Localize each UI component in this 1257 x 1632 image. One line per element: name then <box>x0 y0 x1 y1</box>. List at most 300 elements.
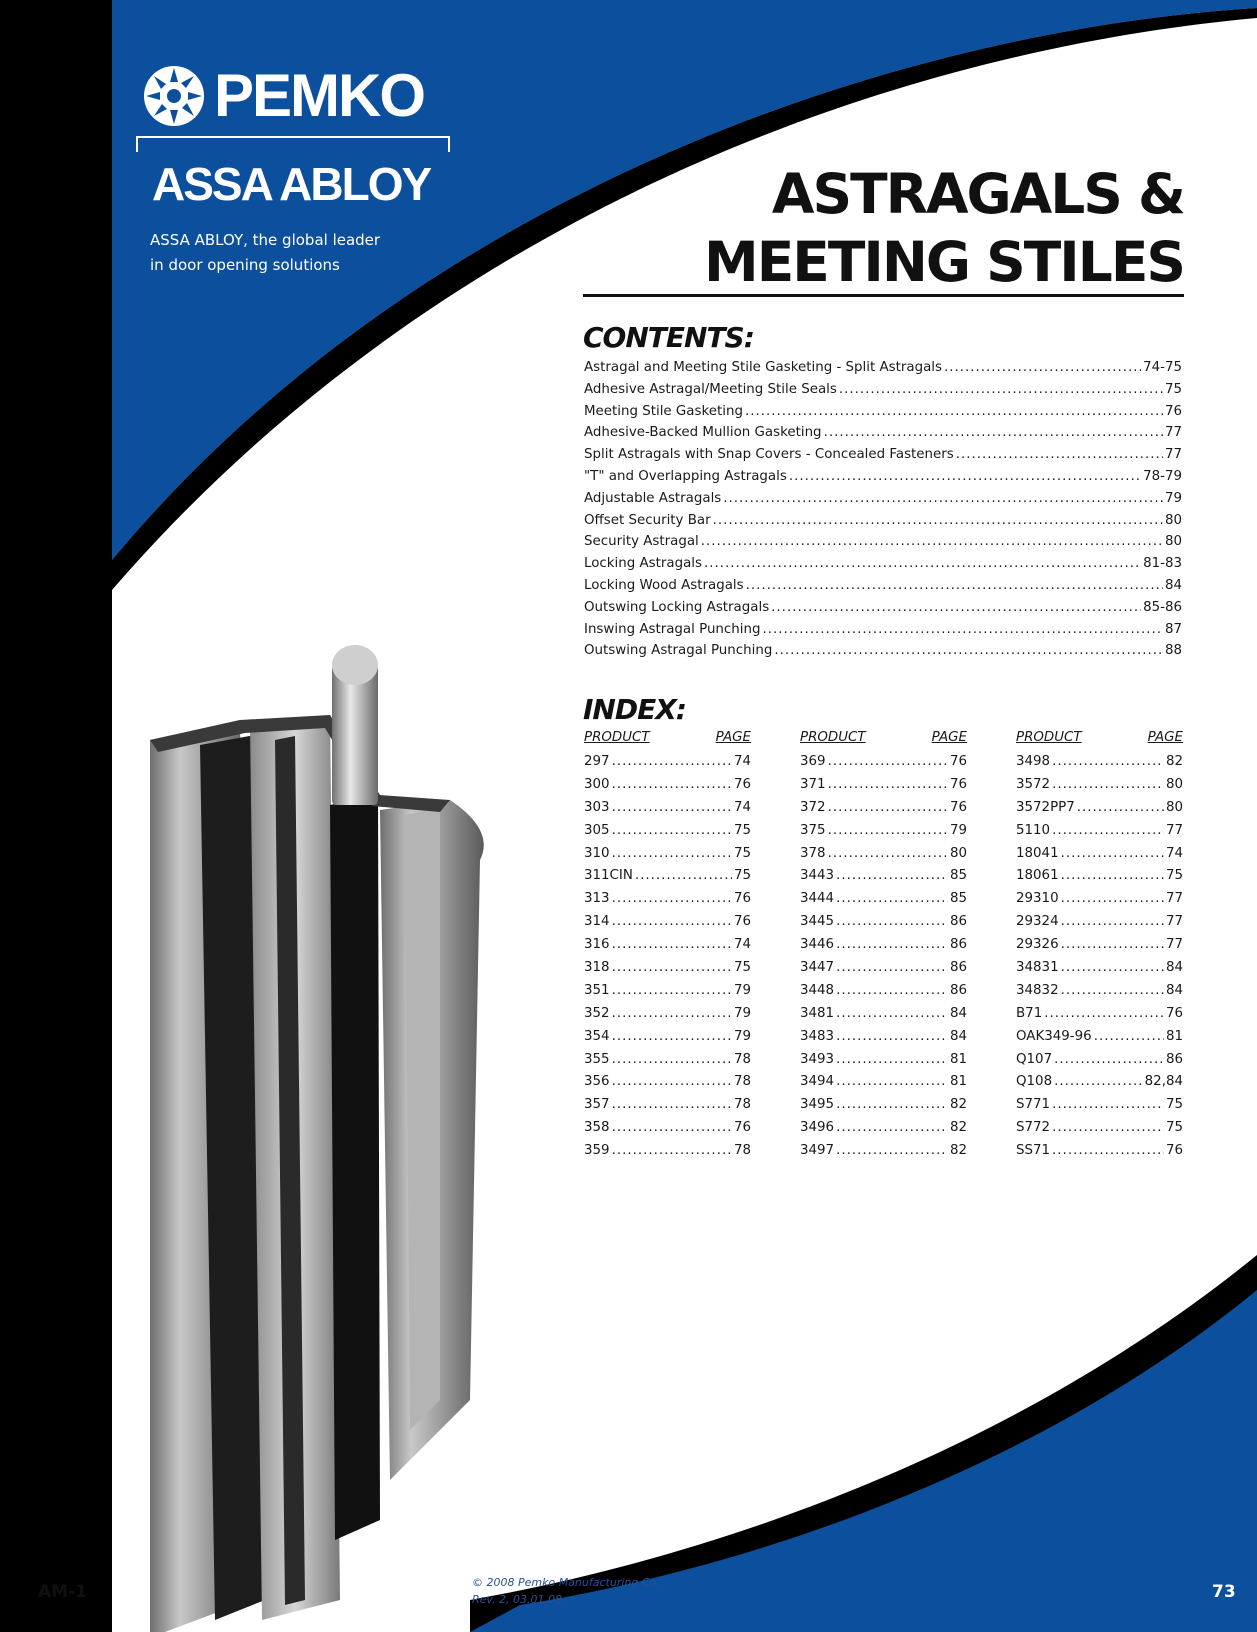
index-product: 18041 <box>1016 845 1059 861</box>
index-product: 3496 <box>800 1120 835 1136</box>
index-row <box>800 823 967 846</box>
dot-leader <box>612 1120 732 1135</box>
dot-leader <box>612 983 732 998</box>
dot-leader <box>828 823 948 838</box>
dot-leader <box>1052 823 1164 838</box>
index-page: 76 <box>1165 1005 1183 1021</box>
index-product: 5110 <box>1016 822 1051 838</box>
index-page: 84 <box>1165 982 1183 998</box>
contents-item-title: Astragal and Meeting Stile Gasketing - Split Astragals <box>584 360 942 375</box>
index-product: 3572PP7 <box>1016 799 1075 815</box>
index-page: 86 <box>949 982 967 998</box>
index-row <box>800 1097 967 1120</box>
index-page: 76 <box>733 776 751 792</box>
dot-leader <box>746 578 1163 593</box>
dot-leader <box>713 513 1163 528</box>
index-page: 82 <box>949 1097 967 1113</box>
index-row <box>800 1006 967 1029</box>
index-page: 74 <box>733 937 751 953</box>
index-product: 311CIN <box>584 868 633 884</box>
dot-leader <box>836 1143 948 1158</box>
dot-leader <box>1061 937 1164 952</box>
index-page: 79 <box>733 1028 751 1044</box>
dot-leader <box>824 425 1163 440</box>
index-row <box>1016 846 1183 869</box>
index-row <box>800 1029 967 1052</box>
index-column <box>584 730 751 1166</box>
index-row <box>584 891 751 914</box>
dot-leader <box>1061 960 1164 975</box>
dot-leader <box>1094 1029 1164 1044</box>
index-page: 82,84 <box>1144 1074 1183 1090</box>
contents-list <box>584 360 1182 665</box>
index-product: 34831 <box>1016 960 1059 976</box>
dot-leader <box>612 777 732 792</box>
contents-item-page: 80 <box>1164 512 1182 528</box>
index-row <box>1016 777 1183 800</box>
contents-item-page: 88 <box>1164 643 1182 659</box>
index-page: 80 <box>1165 776 1183 792</box>
index-product: 3481 <box>800 1005 835 1021</box>
index-page: 75 <box>733 960 751 976</box>
index-product: 303 <box>584 799 610 815</box>
index-page: 76 <box>949 776 967 792</box>
index-page: 76 <box>733 891 751 907</box>
dot-leader <box>836 1097 948 1112</box>
index-page: 75 <box>1165 1120 1183 1136</box>
index-product: 314 <box>584 914 610 930</box>
dot-leader <box>828 754 948 769</box>
index-product: 34832 <box>1016 982 1059 998</box>
contents-item-title: Adhesive Astragal/Meeting Stile Seals <box>584 381 837 397</box>
index-product: 29310 <box>1016 891 1059 907</box>
index-page: 78 <box>733 1051 751 1067</box>
contents-item-title: Adhesive-Backed Mullion Gasketing <box>584 425 822 441</box>
index-row <box>1016 868 1183 891</box>
dot-leader <box>789 469 1141 484</box>
revision-text: Rev. 2, 03.01.08 <box>472 1593 562 1606</box>
index-row <box>584 1006 751 1029</box>
index-row <box>584 983 751 1006</box>
page-title <box>624 160 1184 296</box>
dot-leader <box>836 1052 948 1067</box>
dot-leader <box>1052 777 1164 792</box>
dot-leader <box>828 846 948 861</box>
index-page: 85 <box>949 891 967 907</box>
dot-leader <box>828 800 948 815</box>
index-page: 82 <box>949 1143 967 1159</box>
dot-leader <box>956 447 1163 462</box>
index-product: 3448 <box>800 982 835 998</box>
index-row <box>584 754 751 777</box>
index-page: 76 <box>949 754 967 769</box>
index-page: 75 <box>733 845 751 861</box>
index-product: 310 <box>584 845 610 861</box>
index-page: 79 <box>733 982 751 998</box>
brand-tagline <box>150 228 410 278</box>
dot-leader <box>836 914 948 929</box>
dot-leader <box>612 800 732 815</box>
index-product: 375 <box>800 822 826 838</box>
contents-item-page: 77 <box>1164 447 1182 463</box>
contents-item-page: 80 <box>1164 534 1182 550</box>
contents-item-page: 85-86 <box>1143 599 1182 615</box>
index-product: 354 <box>584 1028 610 1044</box>
contents-item <box>584 425 1182 447</box>
index-row <box>584 1052 751 1075</box>
index-row <box>584 1143 751 1166</box>
index-page: 75 <box>733 822 751 838</box>
contents-item <box>584 643 1182 665</box>
index-page: 86 <box>949 937 967 953</box>
index-row <box>1016 754 1183 777</box>
index-heading: INDEX: <box>583 693 687 726</box>
index-row <box>800 983 967 1006</box>
dot-leader <box>1054 1074 1143 1089</box>
contents-item-title: "T" and Overlapping Astragals <box>584 468 787 484</box>
index-product: 3498 <box>1016 754 1051 769</box>
index-row <box>800 800 967 823</box>
contents-item <box>584 534 1182 556</box>
contents-item-page: 87 <box>1164 621 1182 637</box>
index-page: 85 <box>949 868 967 884</box>
dot-leader <box>745 404 1163 419</box>
contents-item-title: Security Astragal <box>584 534 699 550</box>
index-product: 3495 <box>800 1097 835 1113</box>
dot-leader <box>612 1097 732 1112</box>
contents-item <box>584 491 1182 513</box>
index-row <box>1016 823 1183 846</box>
contents-item-title: Split Astragals with Snap Covers - Concealed Fasteners <box>584 447 954 463</box>
index-product: 378 <box>800 845 826 861</box>
contents-item-title: Adjustable Astragals <box>584 490 722 506</box>
index-row <box>800 1120 967 1143</box>
index-header-page: PAGE <box>715 730 751 745</box>
title-line: ASTRAGALS & <box>771 162 1184 226</box>
index-page: 78 <box>733 1097 751 1113</box>
index-row <box>584 1097 751 1120</box>
contents-item <box>584 556 1182 578</box>
index-page: 79 <box>733 1005 751 1021</box>
index-page: 84 <box>949 1005 967 1021</box>
index-page: 80 <box>949 845 967 861</box>
dot-leader <box>1052 1120 1164 1135</box>
index-row <box>584 1074 751 1097</box>
contents-heading: CONTENTS: <box>583 321 754 354</box>
index-row <box>800 937 967 960</box>
index-page: 80 <box>1165 799 1183 815</box>
dot-leader <box>612 1052 732 1067</box>
index-row <box>1016 1052 1183 1075</box>
index-row <box>584 914 751 937</box>
index-product: 313 <box>584 891 610 907</box>
dot-leader <box>612 914 732 929</box>
index-row <box>584 1120 751 1143</box>
index-product: 297 <box>584 754 610 769</box>
dot-leader <box>836 891 948 906</box>
logo-parent-name: ASSA ABLOY <box>152 158 431 210</box>
dot-leader <box>836 1029 948 1044</box>
index-product: 371 <box>800 776 826 792</box>
index-product: 305 <box>584 822 610 838</box>
index-product: 372 <box>800 799 826 815</box>
dot-leader <box>612 960 732 975</box>
index-page: 75 <box>1165 868 1183 884</box>
index-page: 77 <box>1165 891 1183 907</box>
index-row <box>800 846 967 869</box>
dot-leader <box>1061 914 1164 929</box>
dot-leader <box>1054 1052 1164 1067</box>
index-row <box>584 800 751 823</box>
contents-item-page: 74-75 <box>1143 360 1182 375</box>
index-page: 86 <box>949 960 967 976</box>
index-product: S771 <box>1016 1097 1051 1113</box>
dot-leader <box>1061 846 1164 861</box>
index-product: 3494 <box>800 1074 835 1090</box>
index-page: 75 <box>733 868 751 884</box>
index-row <box>1016 1029 1183 1052</box>
index-header-product: PRODUCT <box>1016 730 1082 745</box>
index-product: 352 <box>584 1005 610 1021</box>
contents-item-title: Offset Security Bar <box>584 512 711 528</box>
section-code: AM-1 <box>38 1582 87 1602</box>
dot-leader <box>701 534 1163 549</box>
logo-bracket <box>136 136 450 152</box>
dot-leader <box>836 1120 948 1135</box>
contents-item <box>584 578 1182 600</box>
index-row <box>584 960 751 983</box>
dot-leader <box>723 491 1163 506</box>
dot-leader <box>1061 868 1164 883</box>
dot-leader <box>1052 1097 1164 1112</box>
copyright-block <box>472 1574 660 1608</box>
dot-leader <box>1052 1143 1164 1158</box>
title-divider <box>583 294 1184 297</box>
dot-leader <box>612 1029 732 1044</box>
contents-item-page: 77 <box>1164 425 1182 441</box>
index-product: 3497 <box>800 1143 835 1159</box>
index-product: 18061 <box>1016 868 1059 884</box>
index-column <box>1016 730 1183 1166</box>
contents-item-page: 81-83 <box>1143 556 1182 572</box>
index-column-header <box>584 730 751 754</box>
index-page: 74 <box>733 799 751 815</box>
index-row <box>1016 891 1183 914</box>
contents-item <box>584 382 1182 404</box>
index-row <box>584 868 751 891</box>
index-product: 29324 <box>1016 914 1059 930</box>
page-number: 73 <box>1212 1582 1236 1602</box>
index-page: 75 <box>1165 1097 1183 1113</box>
dot-leader <box>612 891 732 906</box>
index-row <box>800 1074 967 1097</box>
index-page: 78 <box>733 1143 751 1159</box>
pemko-assa-abloy-logo <box>142 58 442 218</box>
contents-item-page: 79 <box>1164 490 1182 506</box>
dot-leader <box>704 556 1141 571</box>
index-page: 82 <box>1165 754 1183 769</box>
dot-leader <box>612 846 732 861</box>
contents-item-page: 76 <box>1164 403 1182 419</box>
index-row <box>800 1143 967 1166</box>
index-page: 84 <box>949 1028 967 1044</box>
index-row <box>800 777 967 800</box>
index-row <box>1016 800 1183 823</box>
index-product: 3445 <box>800 914 835 930</box>
index-page: 74 <box>1165 845 1183 861</box>
contents-item <box>584 600 1182 622</box>
dot-leader <box>828 777 948 792</box>
contents-item <box>584 447 1182 469</box>
contents-item-title: Locking Wood Astragals <box>584 577 744 593</box>
index-page: 81 <box>949 1051 967 1067</box>
index-page: 81 <box>1165 1028 1183 1044</box>
index-product: S772 <box>1016 1120 1051 1136</box>
pemko-seal-icon <box>142 64 206 128</box>
contents-item-title: Inswing Astragal Punching <box>584 621 761 637</box>
index-row <box>1016 960 1183 983</box>
tagline-line: in door opening solutions <box>150 256 340 274</box>
index-row <box>584 823 751 846</box>
dot-leader <box>1077 800 1164 815</box>
contents-item <box>584 404 1182 426</box>
index-product: 3444 <box>800 891 835 907</box>
dot-leader <box>839 382 1163 397</box>
index-product: 3443 <box>800 868 835 884</box>
index-row <box>800 891 967 914</box>
index-page: 86 <box>1165 1051 1183 1067</box>
index-row <box>584 777 751 800</box>
index-page: 82 <box>949 1120 967 1136</box>
dot-leader <box>836 1006 948 1021</box>
index-product: B71 <box>1016 1005 1043 1021</box>
index-product: 355 <box>584 1051 610 1067</box>
contents-item-page: 84 <box>1164 577 1182 593</box>
index-row <box>1016 1143 1183 1166</box>
index-row <box>800 754 967 777</box>
index-row <box>584 846 751 869</box>
index-header-page: PAGE <box>931 730 967 745</box>
index-row <box>584 1029 751 1052</box>
index-page: 76 <box>1165 1143 1183 1159</box>
index-product: Q108 <box>1016 1074 1053 1090</box>
index-row <box>1016 937 1183 960</box>
index-row <box>800 914 967 937</box>
index-page: 77 <box>1165 914 1183 930</box>
dot-leader <box>635 868 732 883</box>
index-row <box>584 937 751 960</box>
dot-leader <box>1061 983 1164 998</box>
dot-leader <box>836 960 948 975</box>
contents-item <box>584 469 1182 491</box>
index-page: 84 <box>1165 960 1183 976</box>
dot-leader <box>836 1074 948 1089</box>
index-product: 3446 <box>800 937 835 953</box>
index-page: 86 <box>949 914 967 930</box>
dot-leader <box>612 754 732 769</box>
index-product: SS71 <box>1016 1143 1051 1159</box>
index-row <box>1016 1120 1183 1143</box>
index-product: 3483 <box>800 1028 835 1044</box>
index-product: 369 <box>800 754 826 769</box>
dot-leader <box>836 983 948 998</box>
index-product: 300 <box>584 776 610 792</box>
index-header-product: PRODUCT <box>584 730 650 745</box>
index-product: 316 <box>584 937 610 953</box>
index-column-header <box>1016 730 1183 754</box>
index-product: 351 <box>584 982 610 998</box>
index-row <box>1016 1074 1183 1097</box>
index-page: 76 <box>733 1120 751 1136</box>
dot-leader <box>836 937 948 952</box>
contents-item <box>584 622 1182 644</box>
index-page: 74 <box>733 754 751 769</box>
index-product: 357 <box>584 1097 610 1113</box>
index-header-page: PAGE <box>1147 730 1183 745</box>
index-column-header <box>800 730 967 754</box>
dot-leader <box>612 823 732 838</box>
dot-leader <box>944 360 1141 375</box>
contents-item <box>584 360 1182 382</box>
contents-item-page: 75 <box>1164 381 1182 397</box>
dot-leader <box>612 937 732 952</box>
index-row <box>1016 983 1183 1006</box>
dot-leader <box>1061 891 1164 906</box>
copyright-text: © 2008 Pemko Manufacturing Co. <box>472 1576 660 1589</box>
index-header-product: PRODUCT <box>800 730 866 745</box>
index-product: 359 <box>584 1143 610 1159</box>
index-row <box>800 868 967 891</box>
index-row <box>800 960 967 983</box>
index-column <box>800 730 967 1166</box>
index-page: 76 <box>733 914 751 930</box>
index-row <box>1016 1006 1183 1029</box>
index-page: 78 <box>733 1074 751 1090</box>
contents-item-page: 78-79 <box>1143 468 1182 484</box>
dot-leader <box>612 1006 732 1021</box>
dot-leader <box>612 1143 732 1158</box>
dot-leader <box>771 600 1141 615</box>
index-page: 77 <box>1165 822 1183 838</box>
dot-leader <box>612 1074 732 1089</box>
index-product: 3447 <box>800 960 835 976</box>
index-product: 3572 <box>1016 776 1051 792</box>
index-product: OAK349-96 <box>1016 1028 1092 1044</box>
contents-item-title: Meeting Stile Gasketing <box>584 403 743 419</box>
dot-leader <box>1044 1006 1164 1021</box>
index-page: 79 <box>949 822 967 838</box>
contents-item-title: Outswing Locking Astragals <box>584 599 770 615</box>
index-product: 356 <box>584 1074 610 1090</box>
dot-leader <box>836 868 948 883</box>
index-product: 3493 <box>800 1051 835 1067</box>
logo-brand-name: PEMKO <box>214 62 425 129</box>
contents-item-title: Locking Astragals <box>584 556 702 572</box>
index-page: 76 <box>949 799 967 815</box>
index-row <box>1016 1097 1183 1120</box>
index-page: 77 <box>1165 937 1183 953</box>
dot-leader <box>1052 754 1164 769</box>
index-product: 358 <box>584 1120 610 1136</box>
contents-item <box>584 513 1182 535</box>
index-row <box>800 1052 967 1075</box>
index-product: 318 <box>584 960 610 976</box>
index-product: 29326 <box>1016 937 1059 953</box>
title-line: MEETING STILES <box>704 230 1184 294</box>
dot-leader <box>774 643 1163 658</box>
contents-item-title: Outswing Astragal Punching <box>584 643 773 659</box>
index-page: 81 <box>949 1074 967 1090</box>
